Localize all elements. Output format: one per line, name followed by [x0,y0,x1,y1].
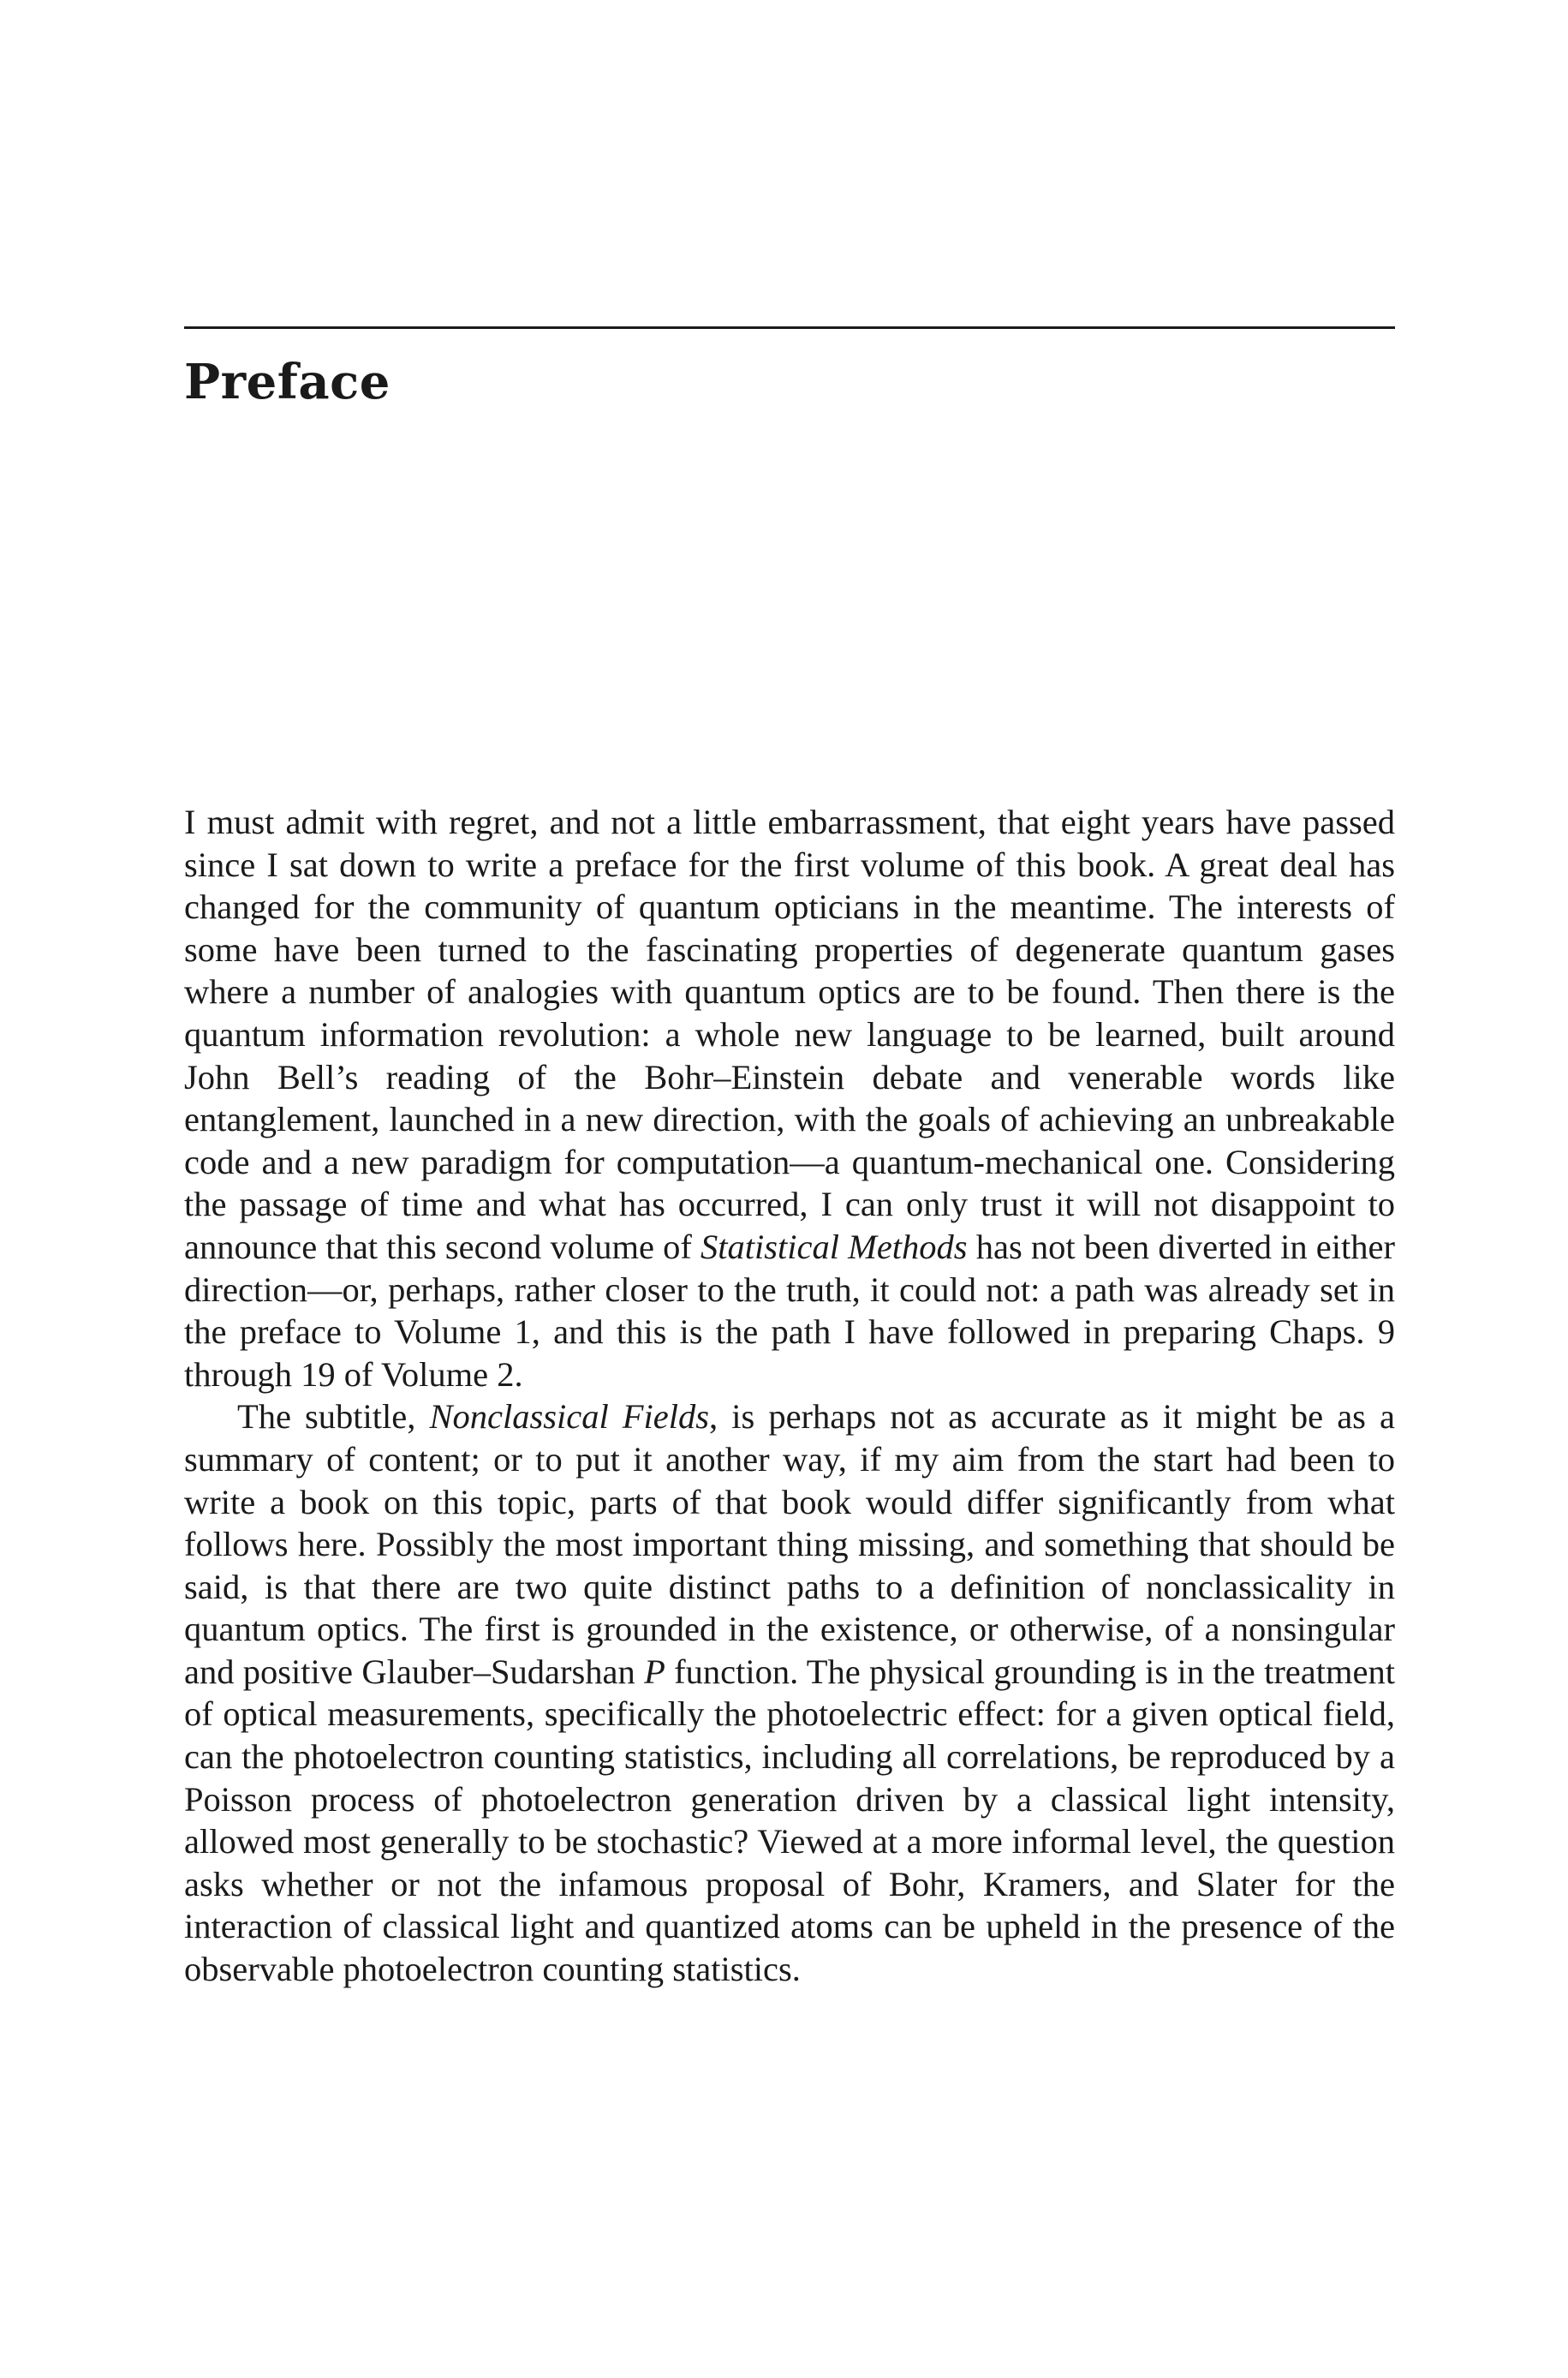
chapter-top-rule [184,326,1395,329]
paragraph-2 [184,1395,1395,1990]
italic-title-statistical-methods: Statistical Methods [700,1227,968,1266]
paragraph-2-text-b: , is perhaps not as accurate as it might be as a summary of content; or to put it another way, if my aim from the start had been to write a book on this topic, parts of that book would differ significantly from what follows here. Possibly the most important thing missing, and something that should be said, is that there are two quite distinct paths to a definition of nonclassicality in quantum optics. The first is grounded in the existence, or otherwise, of a nonsingular and positive Glauber–Sudarshan [184,1397,1395,1691]
paragraph-2-text-c: function. The physical grounding is in the treatment of optical measurements, specifically the photoelectric effect: for a given optical field, can the photoelectron counting statistics, including all correlations, be reproduced by a Poisson process of photoelectron generation driven by a classical light intensity, allowed most generally to be stochastic? Viewed at a more informal level, the question asks whether or not the infamous proposal of Bohr, Kramers, and Slater for the interaction of classical light and quantized atoms can be upheld in the presence of the observable photoelectron counting statistics. [184,1652,1395,1989]
italic-subtitle-nonclassical-fields: Nonclassical Fields [429,1397,710,1437]
chapter-title: Preface [184,354,391,410]
italic-symbol-p: P [644,1652,665,1691]
paragraph-1 [184,801,1395,1395]
paragraph-2-text-a: The subtitle, [237,1397,430,1437]
preface-body [184,801,1395,1991]
paragraph-1-text-a: I must admit with regret, and not a little embarrassment, that eight years have passed since I sat down to write a preface for the first volume of this book. A great deal has changed for the community of quantum opticians in the meantime. The interests of some have been turned to the fascinating properties of degenerate quantum gases where a number of analogies with quantum optics are to be found. Then there is the quantum information revolution: a whole new language to be learned, built around John Bell’s reading of the Bohr–Einstein debate and venerable words like entanglement, launched in a new direction, with the goals of achieving an unbreakable code and a new paradigm for computation—a quantum-mechanical one. Considering the passage of time and what has occurred, I can only trust it will not disappoint to announce that this second volume of [184,803,1395,1266]
paragraph-1-text-b: has not been diverted in either direction—or, perhaps, rather closer to the truth, it could not: a path was already set in the preface to Volume 1, and this is the path I have followed in preparing Chaps. 9 through 19 of Volume 2. [184,1227,1395,1394]
